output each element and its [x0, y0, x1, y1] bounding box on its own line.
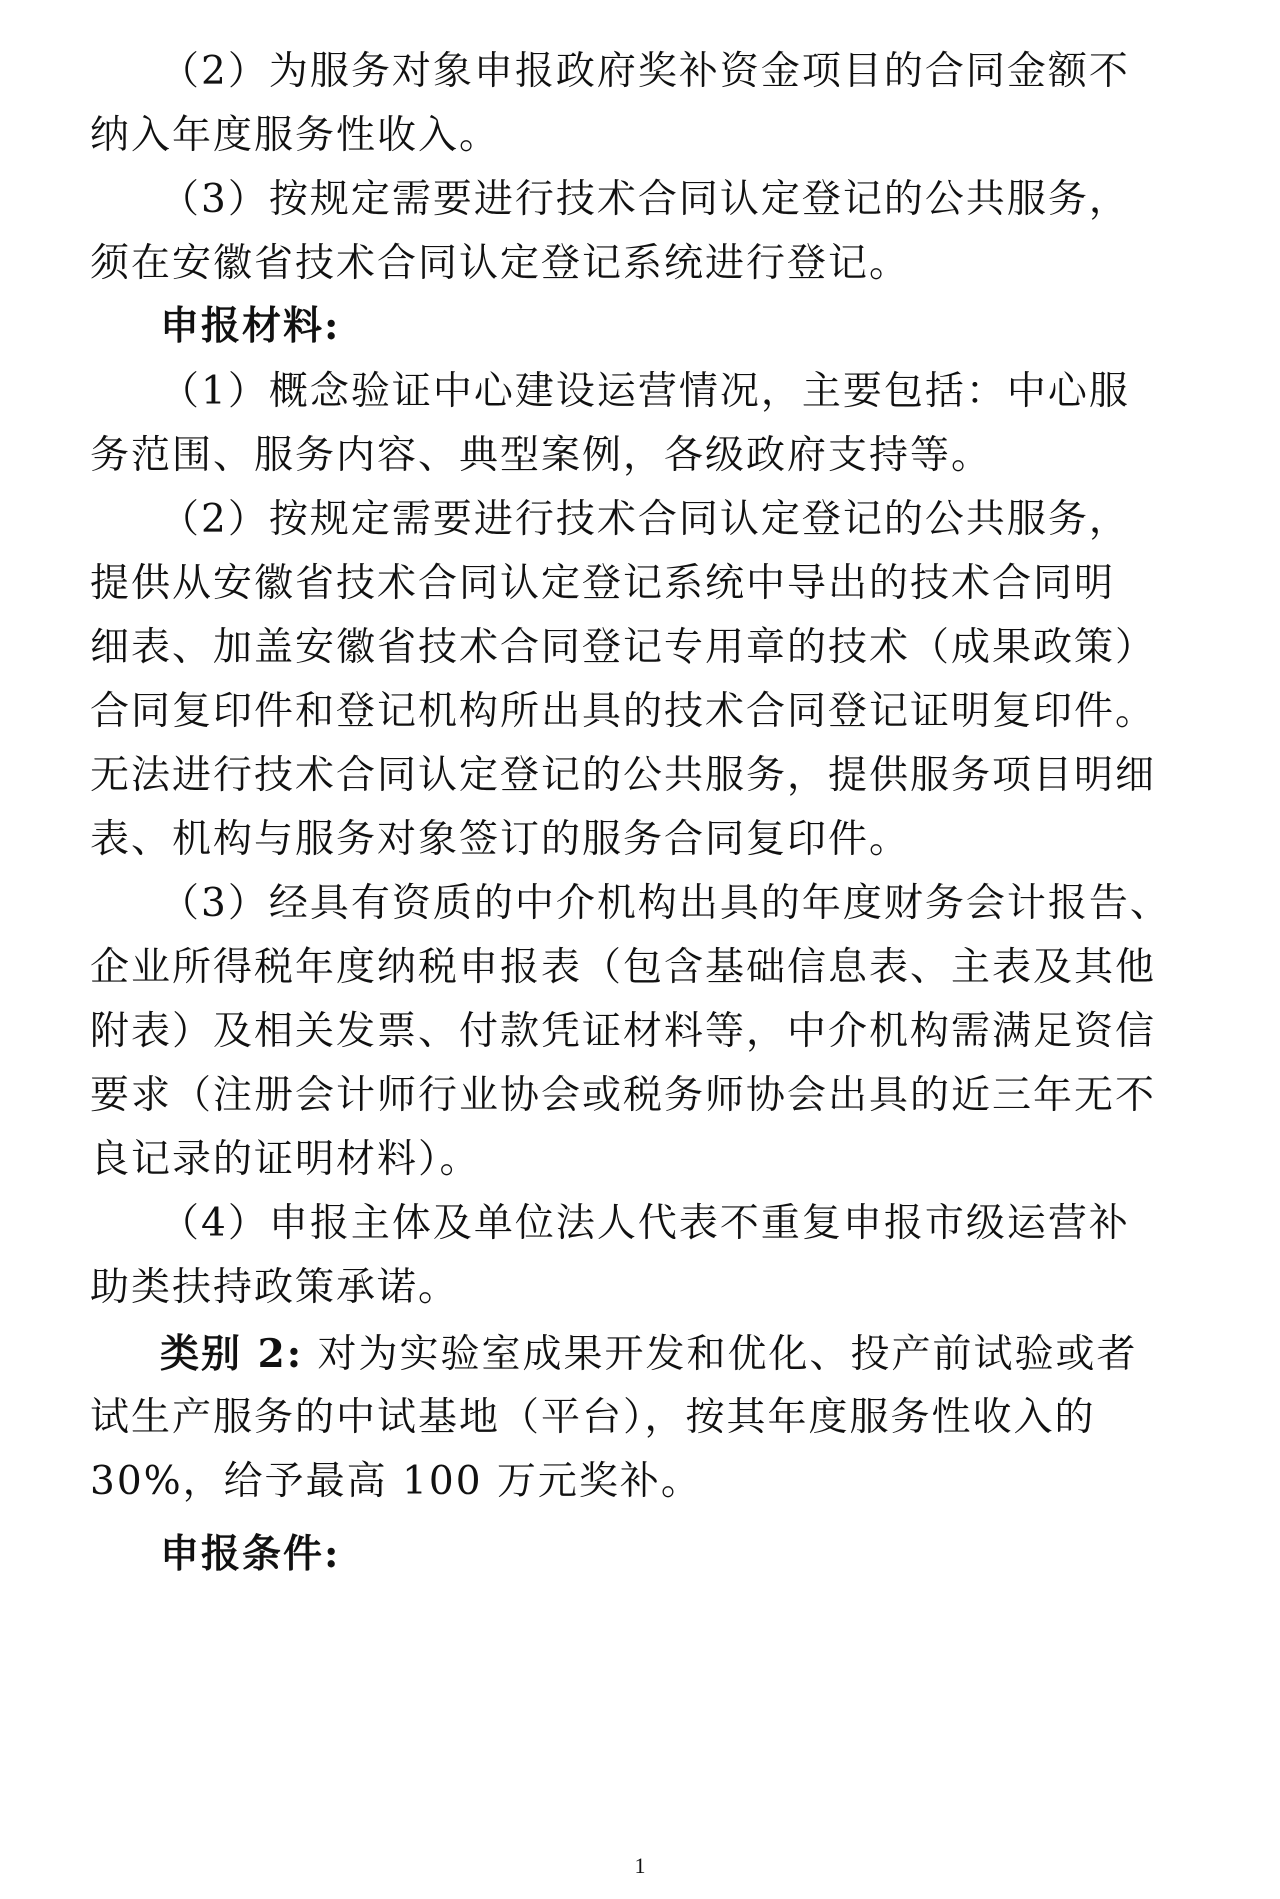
paragraph-line: 30%，给予最高 100 万元奖补。	[90, 1459, 702, 1504]
paragraph-line: 须在安徽省技术合同认定登记系统进行登记。	[90, 241, 911, 286]
paragraph-line: 提供从安徽省技术合同认定登记系统中导出的技术合同明	[90, 561, 1116, 606]
paragraph-line: 试生产服务的中试基地（平台），按其年度服务性收入的	[90, 1395, 1096, 1440]
paragraph-line: 助类扶持政策承诺。	[90, 1265, 460, 1310]
paragraph-line: （4）申报主体及单位法人代表不重复申报市级运营补	[160, 1201, 1130, 1246]
paragraph-line: 企业所得税年度纳税申报表（包含基础信息表、主表及其他	[90, 945, 1157, 990]
paragraph-line: 合同复印件和登记机构所出具的技术合同登记证明复印件。	[90, 689, 1157, 734]
paragraph-line: （3）经具有资质的中介机构出具的年度财务会计报告、	[160, 881, 1171, 926]
paragraph-line: 纳入年度服务性收入。	[90, 113, 501, 158]
paragraph-line: （1）概念验证中心建设运营情况，主要包括：中心服	[160, 369, 1130, 414]
paragraph-line: 附表）及相关发票、付款凭证材料等，中介机构需满足资信	[90, 1009, 1157, 1054]
category-text: 对为实验室成果开发和优化、投产前试验或者	[317, 1332, 1138, 1377]
paragraph-line: （3）按规定需要进行技术合同认定登记的公共服务，	[160, 177, 1130, 222]
paragraph-line: 务范围、服务内容、典型案例，各级政府支持等。	[90, 433, 993, 478]
section-heading: 申报材料:	[160, 303, 341, 349]
paragraph-line: 无法进行技术合同认定登记的公共服务，提供服务项目明细	[90, 753, 1157, 798]
section-heading: 申报条件:	[160, 1531, 341, 1577]
paragraph-line: 良记录的证明材料）。	[90, 1137, 481, 1182]
paragraph-line: 细表、加盖安徽省技术合同登记专用章的技术（成果政策）	[90, 625, 1157, 670]
page-number: 1	[634, 1853, 646, 1878]
paragraph-line: 要求（注册会计师行业协会或税务师协会出具的近三年无不	[90, 1073, 1157, 1118]
category-label: 类别 2:	[160, 1331, 304, 1377]
paragraph-line: 表、机构与服务对象签订的服务合同复印件。	[90, 817, 911, 862]
category-line	[160, 1330, 1138, 1379]
paragraph-line: （2）按规定需要进行技术合同认定登记的公共服务，	[160, 497, 1130, 542]
paragraph-line: （2）为服务对象申报政府奖补资金项目的合同金额不	[160, 49, 1130, 94]
